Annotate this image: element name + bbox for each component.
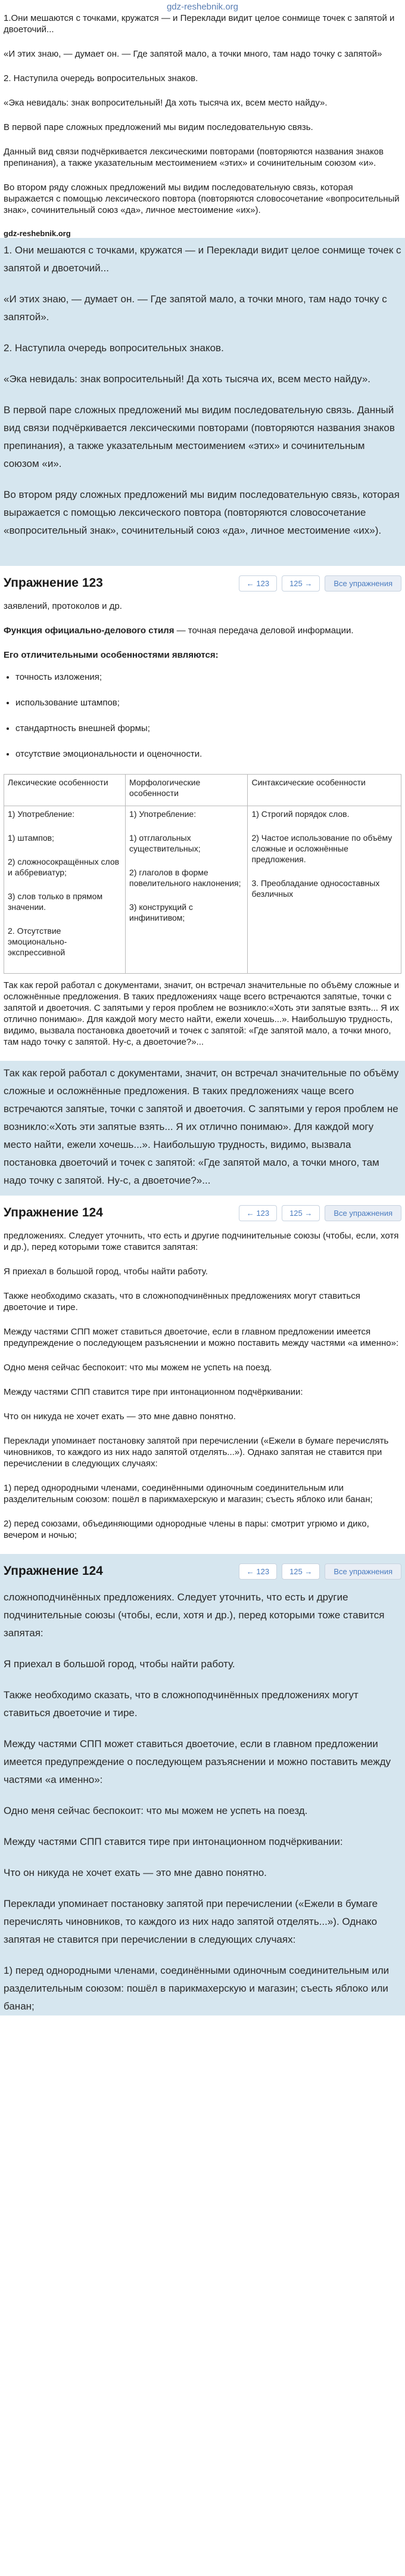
- table-header: Морфологические особенности: [126, 775, 248, 806]
- exercise-title: Упражнение 124: [4, 1564, 103, 1578]
- list-item: • использование штампов;: [15, 697, 401, 708]
- function-label: Функция официально-делового стиля: [4, 626, 175, 636]
- paragraph: Во втором ряду сложных предложений мы видим последовательную связь, которая выражается с помощью лексического повтора (повторяются словосочетание «вопросительный знак», сочинительный союз «да», личное местоимение «их»).: [4, 182, 400, 215]
- features-table: [4, 774, 401, 974]
- paragraph: Также необходимо сказать, что в сложноподчинённых предложениях могут ставиться двоеточие и тире.: [4, 1291, 360, 1312]
- paragraph: заявлений, протоколов и др.: [4, 601, 122, 611]
- cell-line: 2) Частое использование по объёму сложные и осложнённые предложения.: [251, 833, 392, 864]
- cell-line: 1) Строгий порядок слов.: [251, 809, 350, 819]
- highlight-block: [0, 238, 405, 566]
- paragraph: 2. Наступила очередь вопросительных знаков.: [4, 342, 224, 354]
- watermark: gdz-reshebnik.org: [4, 229, 71, 238]
- paragraph: Я приехал в большой город, чтобы найти работу.: [4, 1658, 235, 1670]
- paragraph: Во втором ряду сложных предложений мы видим последовательную связь, которая выражается с помощью лексического повтора (повторяются словосочетание «вопросительный знак», сочинительный союз «да», личное местоимение «их»).: [4, 489, 400, 536]
- next-exercise-button[interactable]: 125 →: [282, 1563, 320, 1580]
- exercise-title: Упражнение 123: [4, 576, 103, 590]
- all-exercises-button[interactable]: Все упражнения: [325, 1205, 401, 1221]
- cell-line: 3) конструкций с инфинитивом;: [129, 902, 193, 922]
- cell-line: 1) штампов;: [8, 833, 54, 843]
- paragraph: Между частями СПП ставится тире при интонационном подчёркивании:: [4, 1387, 303, 1397]
- table-cell: [126, 806, 248, 974]
- site-title[interactable]: gdz-reshebnik.org: [166, 2, 239, 12]
- table-header: Лексические особенности: [4, 775, 126, 806]
- cell-line: 3. Преобладание односоставных безличных: [251, 878, 380, 899]
- paragraph: Между частями СПП ставится тире при интонационном подчёркивании:: [4, 1836, 343, 1847]
- features-list: [4, 671, 401, 760]
- next-exercise-button[interactable]: 125 →: [282, 575, 320, 592]
- table-cell: [4, 806, 126, 974]
- exercise-nav-bar: [0, 566, 405, 600]
- paragraph: «И этих знаю, — думает он. — Где запятой мало, а точки много, там надо точку с запятой».: [4, 293, 387, 323]
- paragraph: «Эка невидаль: знак вопросительный! Да хоть тысяча их, всем место найду».: [4, 98, 328, 108]
- cell-line: 2) глаголов в форме повелительного наклонения;: [129, 868, 241, 888]
- prev-exercise-button[interactable]: ← 123: [239, 575, 277, 592]
- paragraph: Что он никуда не хочет ехать — это мне давно понятно.: [4, 1411, 236, 1422]
- all-exercises-button[interactable]: Все упражнения: [325, 1563, 401, 1580]
- cell-line: 1) Употребление:: [129, 809, 197, 819]
- paragraph: Так как герой работал с документами, значит, он встречал значительные по объёму сложные и осложнённые предложения. В таких предложениях чаще всего встречаются запятые, точки с запятой и двоеточия. С запятыми у героя проблем не возникло:«Хоть эти запятые взять... Я их отлично понимаю». Для каждой могу место найти, ежели хочешь...». Наибольшую трудность, видимо, вызвала постановка двоеточий и точек с запятой: «Где запятой мало, а точки много, там надо точку с запятой. Ну-с, а двоеточие?»...: [4, 980, 400, 1047]
- paragraph: Я приехал в большой город, чтобы найти работу.: [4, 1267, 208, 1277]
- paragraph: Одно меня сейчас беспокоит: что мы можем не успеть на поезд.: [4, 1363, 272, 1373]
- paragraph: Так как герой работал с документами, значит, он встречал значительные по объёму сложные и осложнённые предложения. В таких предложениях чаще всего встречаются запятые, точки с запятой и двоеточия. С запятыми у героя проблем не возникло:«Хоть эти запятые взять... Я их отлично понимаю». Для каждой могу место найти, ежели хочешь...». Наибольшую трудность, видимо, вызвала постановка двоеточий и точек с запятой: «Где запятой мало, а точки много, там надо точку с запятой. Ну-с, а двоеточие?»...: [4, 1067, 399, 1186]
- paragraph: «И этих знаю, — думает он. — Где запятой мало, а точки много, там надо точку с запятой»: [4, 49, 382, 59]
- exercise-title: Упражнение 124: [4, 1206, 103, 1219]
- exercise-nav-bar: [4, 1554, 401, 1589]
- paragraph: 2) перед союзами, объединяющими однородные члены в пары: смотрит угрюмо и дико, вечером и ночью;: [4, 1519, 369, 1540]
- exercise-123-content: [0, 600, 405, 1048]
- exercise-nav-bar: [0, 1196, 405, 1230]
- paragraph: В первой паре сложных предложений мы видим последовательную связь.: [4, 122, 313, 132]
- paragraph: В первой паре сложных предложений мы видим последовательную связь. Данный вид связи подчёркивается лексическими повторами (повторяются названия знаков препинания), а также указательным местоимением «этих» и сочинительным союзом «и».: [4, 404, 395, 469]
- function-paragraph: [4, 625, 401, 636]
- prev-exercise-button[interactable]: ← 123: [239, 1563, 277, 1580]
- next-exercise-button[interactable]: 125 →: [282, 1205, 320, 1221]
- paragraph: сложноподчинённых предложениях. Следует уточнить, что есть и другие подчинительные союзы (чтобы, если, хотя и др.), перед которыми тоже ставится запятая:: [4, 1592, 385, 1639]
- paragraph: Данный вид связи подчёркивается лексическими повторами (повторяются названия знаков препинания), а также указательным местоимением «этих» и сочинительным союзом «и».: [4, 147, 384, 168]
- paragraph: «Эка невидаль: знак вопросительный! Да хоть тысяча их, всем место найду».: [4, 373, 371, 385]
- list-item: • отсутствие эмоциональности и оценочности.: [15, 748, 401, 760]
- top-text-block: [0, 13, 405, 238]
- paragraph: Одно меня сейчас беспокоит: что мы можем не успеть на поезд.: [4, 1805, 308, 1816]
- paragraph: Между частями СПП может ставиться двоеточие, если в главном предложении имеется предупреждение о последующем разъяснении и можно поставить между частями «а именно»:: [4, 1327, 399, 1348]
- paragraph: Что он никуда не хочет ехать — это мне давно понятно.: [4, 1867, 267, 1878]
- features-heading: Его отличительными особенностями являются:: [4, 650, 219, 660]
- cell-line: 2. Отсутствие эмоционально-экспрессивной: [8, 926, 67, 957]
- table-header: Синтаксические особенности: [248, 775, 401, 806]
- list-item: • точность изложения;: [15, 671, 401, 683]
- cell-line: 3) слов только в прямом значении.: [8, 891, 103, 912]
- paragraph: 1.Они мешаются с точками, кружатся — и Переклади видит целое сонмище точек с запятой и двоеточий...: [4, 13, 395, 35]
- paragraph: 1) перед однородными членами, соединёнными одиночным соединительным или разделительным союзом: пошёл в парикмахерскую и магазин; съесть яблоко или банан;: [4, 1483, 373, 1504]
- paragraph: 2. Наступила очередь вопросительных знаков.: [4, 73, 198, 83]
- table-cell: [248, 806, 401, 974]
- paragraph: 1. Они мешаются с точками, кружатся — и Переклади видит целое сонмище точек с запятой и двоеточий...: [4, 244, 401, 274]
- prev-exercise-button[interactable]: ← 123: [239, 1205, 277, 1221]
- cell-line: 2) сложносокращённых слов и аббревиатур;: [8, 857, 120, 877]
- function-text: — точная передача деловой информации.: [174, 626, 354, 636]
- paragraph: Переклади упоминает постановку запятой при перечислении («Ежели в бумаге перечислять чиновников, то каждого из них надо запятой отделять...»). Однако запятая не ставится при перечислении в следующих случаях:: [4, 1436, 389, 1469]
- paragraph: Между частями СПП может ставиться двоеточие, если в главном предложении имеется предупреждение о последующем разъяснении и можно поставить между частями «а именно»:: [4, 1738, 391, 1785]
- list-item: • стандартность внешней формы;: [15, 723, 401, 734]
- cell-line: 1) отглагольных существительных;: [129, 833, 201, 853]
- highlight-block: [0, 1061, 405, 1196]
- paragraph: Переклади упоминает постановку запятой при перечислении («Ежели в бумаге перечислять чиновников, то каждого из них надо запятой отделять...»). Однако запятая не ставится при перечислении в следующих случаях:: [4, 1898, 378, 1945]
- paragraph: 1) перед однородными членами, соединёнными одиночным соединительным или разделительным союзом: пошёл в парикмахерскую и магазин; съесть яблоко или банан;: [4, 1965, 390, 2012]
- highlight-block: [0, 1554, 405, 2015]
- cell-line: 1) Употребление:: [8, 809, 75, 819]
- paragraph: Также необходимо сказать, что в сложноподчинённых предложениях могут ставиться двоеточие и тире.: [4, 1689, 359, 1719]
- paragraph: предложениях. Следует уточнить, что есть и другие подчинительные союзы (чтобы, если, хотя и др.), перед которыми тоже ставится запятая:: [4, 1231, 399, 1252]
- exercise-124-content: [0, 1230, 405, 1541]
- all-exercises-button[interactable]: Все упражнения: [325, 575, 401, 592]
